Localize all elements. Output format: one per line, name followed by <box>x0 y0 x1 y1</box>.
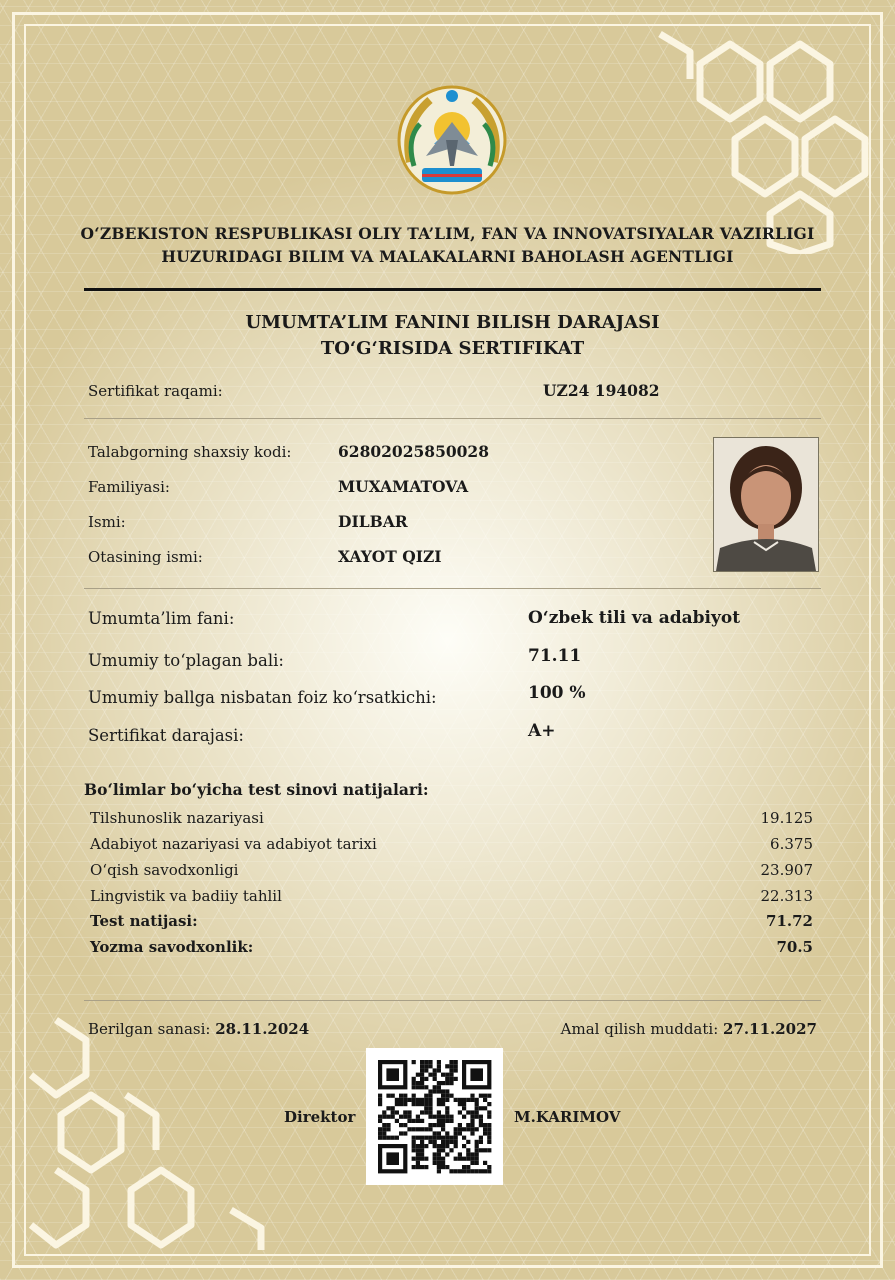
person-portrait-icon <box>714 438 818 571</box>
director-name: M.KARIMOV <box>514 1108 621 1126</box>
section-row-name: Lingvistik va badiiy tahlil <box>90 887 282 905</box>
agency-header-line2: HUZURIDAGI BILIM VA MALAKALARNI BAHOLASH AGENTLIGI <box>161 247 734 266</box>
test-result-value: 71.72 <box>766 912 813 930</box>
verification-qr-code[interactable] <box>366 1048 503 1185</box>
total-score-label: Umumiy to‘plagan bali: <box>88 651 284 670</box>
divider-2 <box>84 588 821 589</box>
percent-label: Umumiy ballga nisbatan foiz ko‘rsatkichi: <box>88 688 437 707</box>
name-value: DILBAR <box>338 512 408 531</box>
patronymic-value: XAYOT QIZI <box>338 547 442 566</box>
section-row-name: Tilshunoslik nazariyasi <box>90 809 264 827</box>
writing-label: Yozma savodxonlik: <box>90 938 254 956</box>
valid-until-label: Amal qilish muddati: <box>560 1020 719 1038</box>
test-result-label: Test natijasi: <box>90 912 198 930</box>
certificate-title-line2: TO‘G‘RISIDA SERTIFIKAT <box>320 338 585 359</box>
section-row-score: 23.907 <box>760 861 813 879</box>
applicant-id-value: 62802025850028 <box>338 442 489 461</box>
applicant-photo <box>713 437 819 572</box>
director-label: Direktor <box>284 1108 356 1126</box>
percent-value: 100 % <box>528 683 586 703</box>
certificate-title-line1: UMUMTA’LIM FANINI BILISH DARAJASI <box>245 312 660 333</box>
qr-code-icon <box>366 1048 503 1185</box>
total-score-value: 71.11 <box>528 646 582 666</box>
issued-date-value: 28.11.2024 <box>215 1020 310 1038</box>
issued-date-label: Berilgan sanasi: <box>88 1020 211 1038</box>
divider-1 <box>84 418 821 419</box>
divider-3 <box>84 1000 821 1001</box>
header-divider <box>84 288 821 291</box>
level-value: A+ <box>528 721 556 741</box>
writing-value: 70.5 <box>776 938 813 956</box>
applicant-id-label: Talabgorning shaxsiy kodi: <box>88 443 292 461</box>
certificate-number-label: Sertifikat raqami: <box>88 382 223 400</box>
section-results-heading: Bo‘limlar bo‘yicha test sinovi natijalari: <box>84 780 429 799</box>
surname-label: Familiyasi: <box>88 478 170 496</box>
section-row-name: Adabiyot nazariyasi va adabiyot tarixi <box>90 835 377 853</box>
issued-date <box>88 1020 309 1038</box>
valid-until-value: 27.11.2027 <box>723 1020 817 1038</box>
subject-value: O‘zbek tili va adabiyot <box>528 608 741 628</box>
surname-value: MUXAMATOVA <box>338 477 469 496</box>
agency-header-line1: O‘ZBEKISTON RESPUBLIKASI OLIY TA’LIM, FAN VA INNOVATSIYALAR VAZIRLIGI <box>80 224 815 243</box>
certificate-title <box>100 310 805 362</box>
subject-label: Umumta’lim fani: <box>88 609 235 628</box>
agency-header <box>60 222 835 268</box>
section-row-score: 22.313 <box>760 887 813 905</box>
section-row-score: 6.375 <box>770 835 813 853</box>
valid-until <box>561 1020 817 1038</box>
certificate-number-value: UZ24 194082 <box>543 381 660 400</box>
state-emblem-icon <box>396 84 508 196</box>
patronymic-label: Otasining ismi: <box>88 548 203 566</box>
name-label: Ismi: <box>88 513 126 531</box>
level-label: Sertifikat darajasi: <box>88 726 244 745</box>
section-row-name: O‘qish savodxonligi <box>90 861 239 879</box>
section-row-score: 19.125 <box>760 809 813 827</box>
